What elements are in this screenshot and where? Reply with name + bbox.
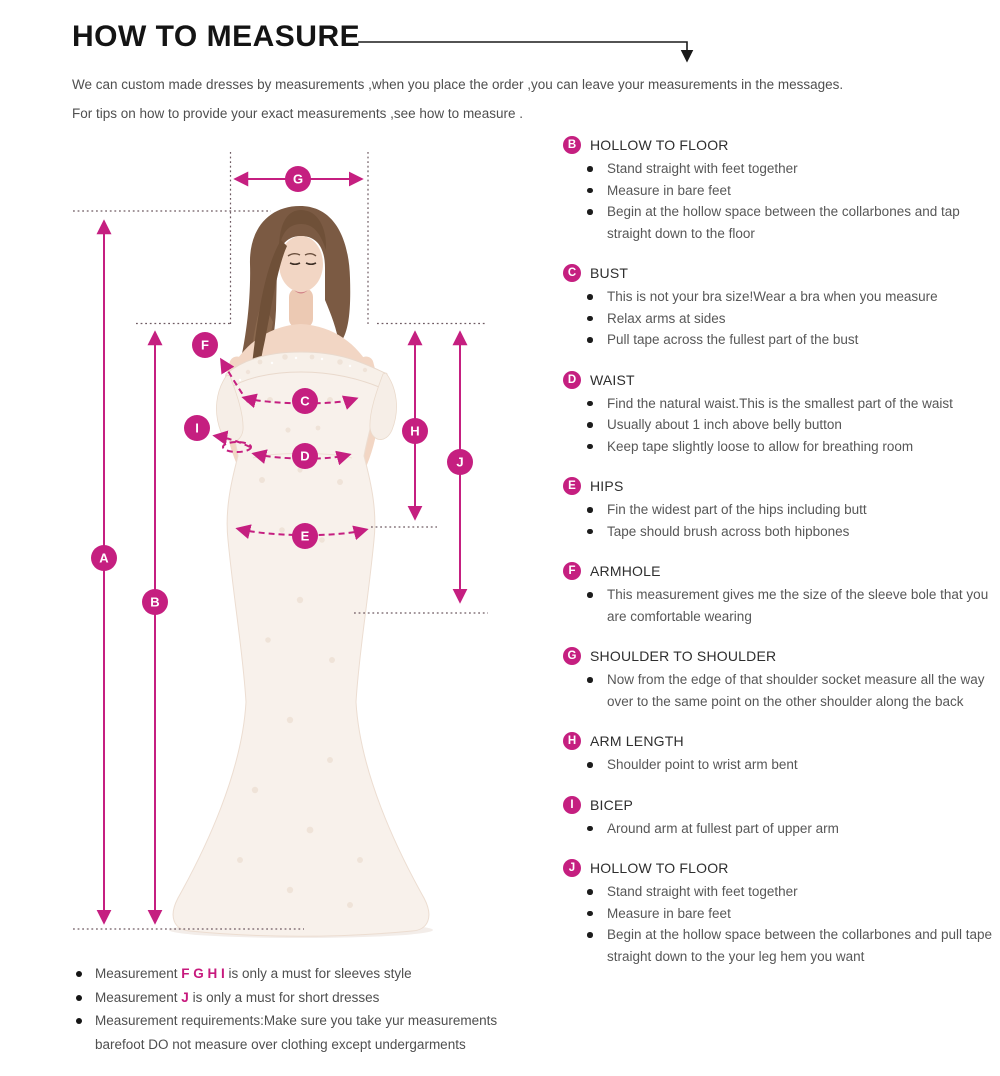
page-title: HOW TO MEASURE [72,20,361,53]
section-title: BUST [590,265,629,281]
bullet-icon [587,444,593,450]
instruction-bullet: Measure in bare feet [563,903,995,925]
bullet-icon [76,995,82,1001]
section-title: HOLLOW TO FLOOR [590,860,729,876]
section-arm-length [563,732,995,776]
instruction-bullet: This is not your bra size!Wear a bra when you measure [563,286,995,308]
bullet-icon [76,1018,82,1024]
instruction-bullet: Relax arms at sides [563,308,995,330]
intro-line-2: For tips on how to provide your exact measurements ,see how to measure . [72,106,523,121]
bullet-icon [587,826,593,832]
note-sleeves-style: Measurement F G H I is only a must for sleeves style [60,962,538,986]
svg-text:C: C [300,393,310,409]
section-badge: C [563,264,581,282]
section-bicep [563,796,995,840]
diagram-badge-j [447,449,473,475]
intro-text [72,76,952,134]
highlight-letters: F G H I [181,966,225,981]
section-title: ARMHOLE [590,563,661,579]
section-title: HIPS [590,478,624,494]
instruction-bullet: Find the natural waist.This is the smallest part of the waist [563,393,995,415]
bullet-icon [587,592,593,598]
instruction-bullet: Pull tape across the fullest part of the bust [563,329,995,351]
instruction-bullet: Fin the widest part of the hips including butt [563,499,995,521]
measurement-instructions [563,136,995,987]
bullet-icon [587,316,593,322]
section-badge: H [563,732,581,750]
section-badge: J [563,859,581,877]
section-badge: F [563,562,581,580]
section-badge: E [563,477,581,495]
diagram-badge-d [292,443,318,469]
svg-text:G: G [292,171,304,187]
bullet-icon [587,209,593,215]
instruction-bullet: Stand straight with feet together [563,158,995,180]
measurement-notes [60,962,538,1056]
bullet-icon [587,762,593,768]
measurement-diagram [40,140,540,970]
bullet-icon [587,911,593,917]
svg-text:E: E [300,528,310,544]
instruction-bullet: Now from the edge of that shoulder socket measure all the way over to the same point on the other shoulder along the back [563,669,995,712]
section-title: ARM LENGTH [590,733,684,749]
svg-text:H: H [410,423,420,439]
section-waist [563,371,995,458]
instruction-bullet: Measure in bare feet [563,180,995,202]
bullet-icon [587,889,593,895]
bullet-icon [587,166,593,172]
section-title: HOLLOW TO FLOOR [590,137,729,153]
bullet-icon [587,294,593,300]
section-badge: D [563,371,581,389]
dress-model-illustration [169,206,433,938]
instruction-bullet: Stand straight with feet together [563,881,995,903]
section-title: WAIST [590,371,635,388]
section-shoulder-to-shoulder [563,647,995,712]
note-requirements: Measurement requirements:Make sure you take yur measurements barefoot DO not measure over clothing except undergarments [60,1009,538,1056]
instruction-bullet: Keep tape slightly loose to allow for breathing room [563,436,995,458]
intro-line-1: We can custom made dresses by measurements ,when you place the order ,you can leave your measurements in the messages. [72,77,844,92]
section-badge: I [563,796,581,814]
instruction-bullet: Shoulder point to wrist arm bent [563,754,995,776]
section-hollow-to-floor-j [563,859,995,967]
section-armhole [563,562,995,627]
highlight-letters: J [181,989,189,1005]
diagram-badge-e [292,523,318,549]
note-short-dresses: Measurement J is only a must for short dresses [60,986,538,1010]
svg-text:J: J [456,454,464,470]
instruction-bullet: This measurement gives me the size of the sleeve bole that you are comfortable wearing [563,584,995,627]
instruction-bullet: Begin at the hollow space between the collarbones and pull tape straight down to the your leg hem you want [563,924,995,967]
section-title: BICEP [590,796,634,813]
bullet-icon [76,971,82,977]
instruction-bullet: Usually about 1 inch above belly button [563,414,995,436]
diagram-badge-f [192,332,218,358]
diagram-badge-g [285,166,311,192]
instruction-bullet: Tape should brush across both hipbones [563,521,995,543]
bullet-icon [587,401,593,407]
section-title: SHOULDER TO SHOULDER [590,648,777,664]
bullet-icon [587,529,593,535]
bullet-icon [587,677,593,683]
svg-text:B: B [150,594,160,610]
bullet-icon [587,422,593,428]
section-hollow-to-floor-b [563,136,995,244]
bullet-icon [587,188,593,194]
diagram-badge-a [91,545,117,571]
svg-text:D: D [300,448,310,464]
svg-text:F: F [201,337,209,353]
section-hips [563,477,995,542]
bullet-icon [587,337,593,343]
diagram-badge-b [142,589,168,615]
bullet-icon [587,932,593,938]
instruction-bullet: Begin at the hollow space between the collarbones and tap straight down to the floor [563,201,995,244]
section-badge: B [563,136,581,154]
svg-text:I: I [195,420,199,436]
diagram-badge-c [292,388,318,414]
title-pointer-arrow-icon [340,28,700,76]
svg-text:A: A [99,550,109,566]
section-bust [563,264,995,351]
diagram-badge-h [402,418,428,444]
instruction-bullet: Around arm at fullest part of upper arm [563,818,995,840]
diagram-badge-i [184,415,210,441]
section-badge: G [563,647,581,665]
bullet-icon [587,507,593,513]
